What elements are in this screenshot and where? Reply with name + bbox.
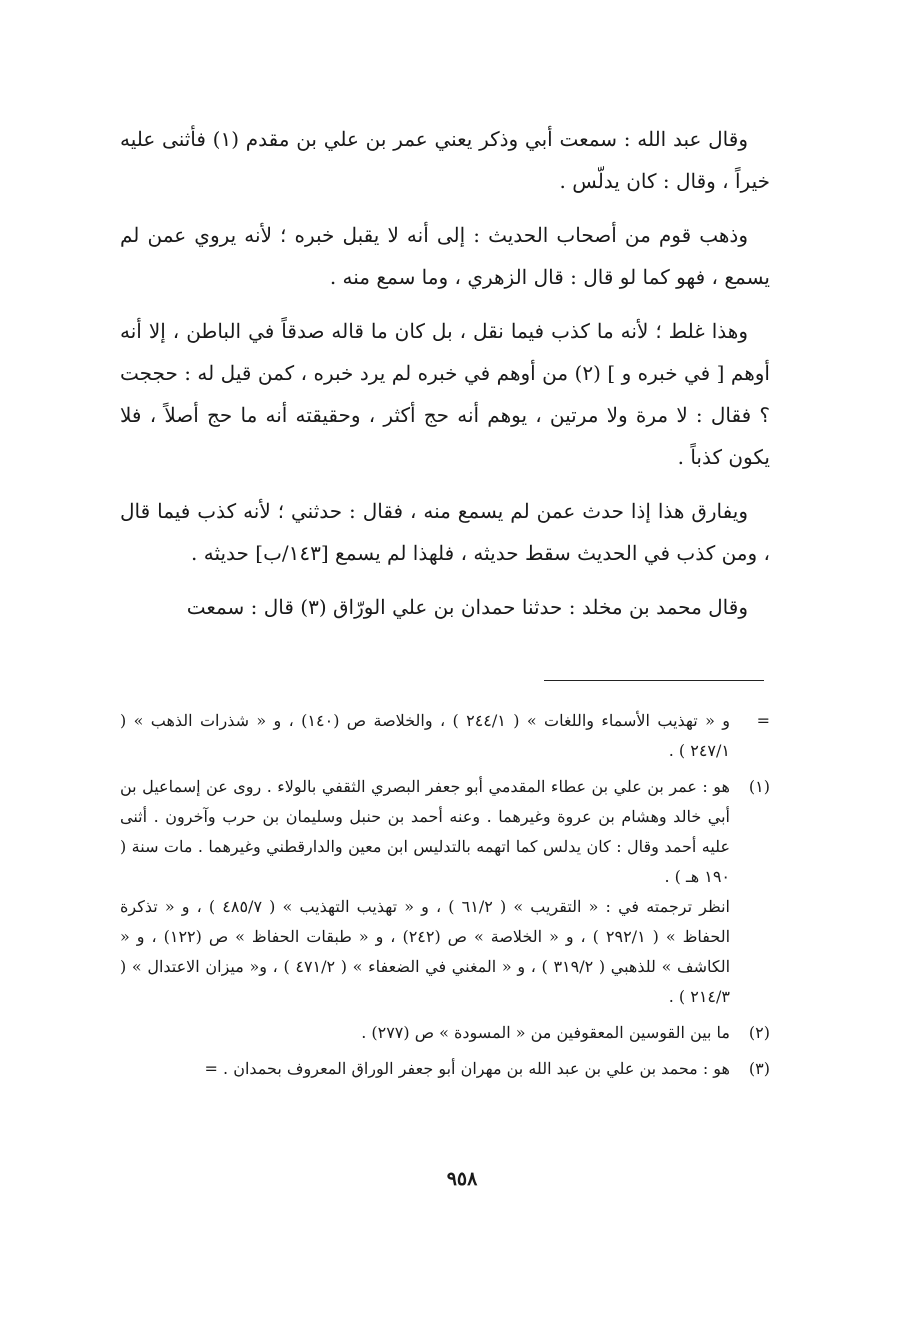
footnote-line: انظر ترجمته في : « التقريب » ( ٦١/٢ ) ، و « تهذيب التهذيب » ( ٤٨٥/٧ ) ، و « تذكرة الحفاظ » ( ٢٩٢/١ ) ، و « الخلاصة » ص (٢٤٢) ، و « طبقات الحفاظ » ص (١٢٢) ، و « الكاشف » للذهبي ( ٣١٩/٢ ) ، و « المغني في الضعفاء » ( ٤٧١/٢ ) ، و« ميزان الاعتدال » ( ٢١٤/٣ ) . bbox=[120, 897, 731, 1006]
footnote-line: هو : عمر بن علي بن عطاء المقدمي أبو جعفر البصري الثقفي بالولاء . روى عن إسماعيل بن أبي خالد وهشام بن عروة وغيرهما . وعنه أحمد بن حنبل وسليمان بن حرب وآخرون . أثنى عليه أحمد وقال : كان يدلس كما اتهمه بالتدليس ابن معين والدارقطني وغيرهما . مات سنة ( ١٩٠ هـ ) . bbox=[120, 777, 730, 886]
footnote-marker: (١) bbox=[748, 777, 770, 796]
footnote-line: ما بين القوسين المعقوفين من « المسودة » ص (٢٧٧) . bbox=[361, 1023, 730, 1042]
footnote-divider bbox=[544, 680, 764, 681]
footnote-continuation bbox=[120, 706, 770, 766]
paragraph: وقال عبد الله : سمعت أبي وذكر يعني عمر بن علي بن مقدم (١) فأثنى عليه خيراً ، وقال : كان يدلّس . bbox=[120, 127, 770, 193]
footnote-1 bbox=[120, 772, 770, 1012]
paragraph: وذهب قوم من أصحاب الحديث : إلى أنه لا يقبل خبره ؛ لأنه يروي عمن لم يسمع ، فهو كما لو قال : قال الزهري ، وما سمع منه . bbox=[120, 223, 770, 289]
footnote-text bbox=[120, 772, 730, 1012]
footnote-line: هو : محمد بن علي بن عبد الله بن مهران أبو جعفر الوراق المعروف بحمدان . = bbox=[204, 1059, 730, 1078]
paragraph: وهذا غلط ؛ لأنه ما كذب فيما نقل ، بل كان ما قاله صدقاً في الباطن ، إلا أنه أوهم [ في خبره و ] (٢) من أوهم في خبره لم يرد خبره ، كمن قيل له : حججت ؟ فقال : لا مرة ولا مرتين ، يوهم أنه حج أكثر ، وحقيقته أنه ما حج أصلاً ، فلا يكون كذباً . bbox=[120, 319, 770, 469]
footnote-line: و « تهذيب الأسماء واللغات » ( ٢٤٤/١ ) ، والخلاصة ص (١٤٠) ، و « شذرات الذهب » ( ٢٤٧/١ ) . bbox=[120, 711, 730, 760]
footnote-text bbox=[120, 1054, 730, 1084]
footnote-2 bbox=[120, 1018, 770, 1048]
paragraph: وقال محمد بن مخلد : حدثنا حمدان بن علي الورّاق (٣) قال : سمعت bbox=[186, 595, 748, 619]
footnote-3 bbox=[120, 1054, 770, 1084]
paragraph: ويفارق هذا إذا حدث عمن لم يسمع منه ، فقال : حدثني ؛ لأنه كذب فيما قال ، ومن كذب في الحديث سقط حديثه ، فلهذا لم يسمع [١٤٣/ب] حديثه . bbox=[120, 499, 770, 565]
footnote-text bbox=[120, 706, 730, 766]
page-number: ٩٥٨ bbox=[446, 1168, 478, 1190]
footnote-marker: (٣) bbox=[748, 1059, 770, 1078]
footnote-text bbox=[120, 1018, 730, 1048]
footnote-marker: (٢) bbox=[748, 1023, 770, 1042]
footnote-marker: = bbox=[756, 711, 770, 730]
footnotes bbox=[120, 706, 770, 1090]
main-text bbox=[120, 118, 770, 640]
